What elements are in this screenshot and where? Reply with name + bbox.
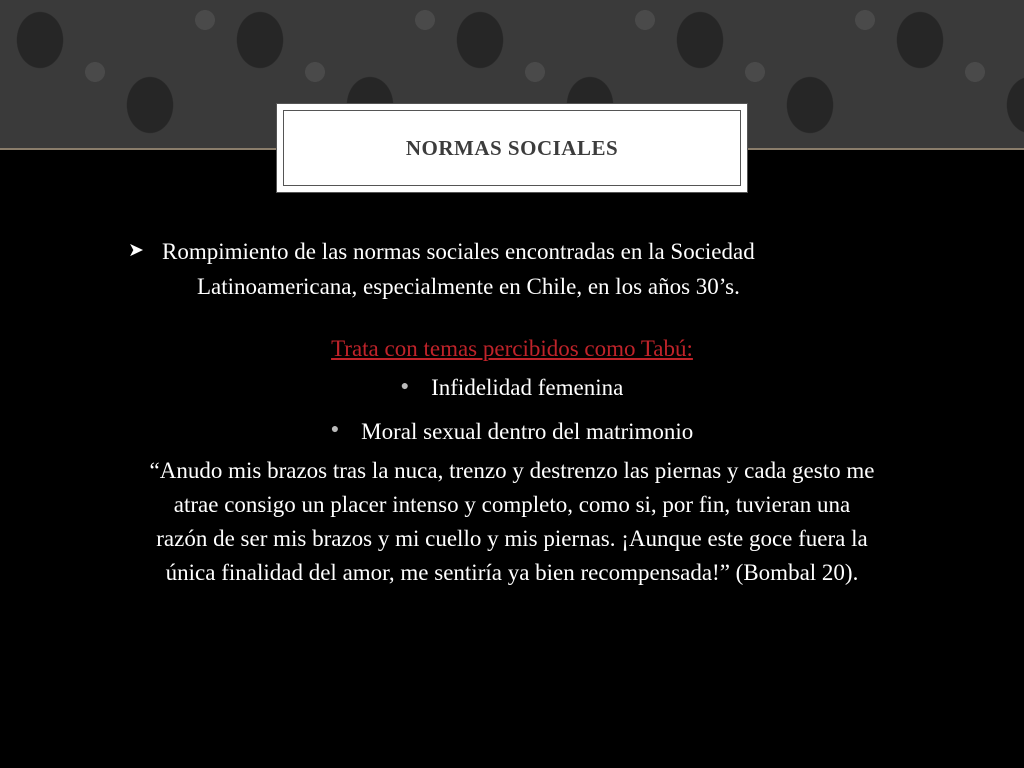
main-point bbox=[60, 234, 964, 304]
title-box-inner-border bbox=[283, 110, 741, 186]
slide-content bbox=[60, 234, 964, 590]
quote-line-4: única finalidad del amor, me sentiría ya bien recompensada!” (Bombal 20). bbox=[165, 560, 859, 586]
main-point-line-1: Rompimiento de las normas sociales encontradas en la Sociedad bbox=[162, 239, 755, 264]
bullet-item bbox=[60, 367, 964, 411]
round-bullet-icon: ● bbox=[330, 422, 340, 438]
quote-line-2: atrae consigo un placer intenso y completo, como si, por fin, tuvieran una bbox=[173, 492, 851, 518]
quote-block bbox=[60, 454, 964, 590]
bullet-item bbox=[60, 411, 964, 455]
quote-line-1: “Anudo mis brazos tras la nuca, trenzo y destrenzo las piernas y cada gesto me bbox=[149, 458, 875, 484]
round-bullet-icon: ● bbox=[400, 378, 410, 394]
quote-line-3: razón de ser mis brazos y mi cuello y mis piernas. ¡Aunque este goce fuera la bbox=[156, 526, 868, 552]
taboo-heading: Trata con temas percibidos como Tabú: bbox=[331, 336, 693, 361]
arrow-bullet-icon: ➤ bbox=[128, 240, 144, 261]
bullet-text: Moral sexual dentro del matrimonio bbox=[361, 418, 694, 444]
bullet-text: Infidelidad femenina bbox=[431, 375, 624, 400]
main-point-line-2: Latinoamericana, especialmente en Chile, en los años 30’s. bbox=[197, 274, 740, 299]
slide-title: NORMAS SOCIALES bbox=[405, 135, 619, 160]
title-box bbox=[277, 104, 747, 192]
